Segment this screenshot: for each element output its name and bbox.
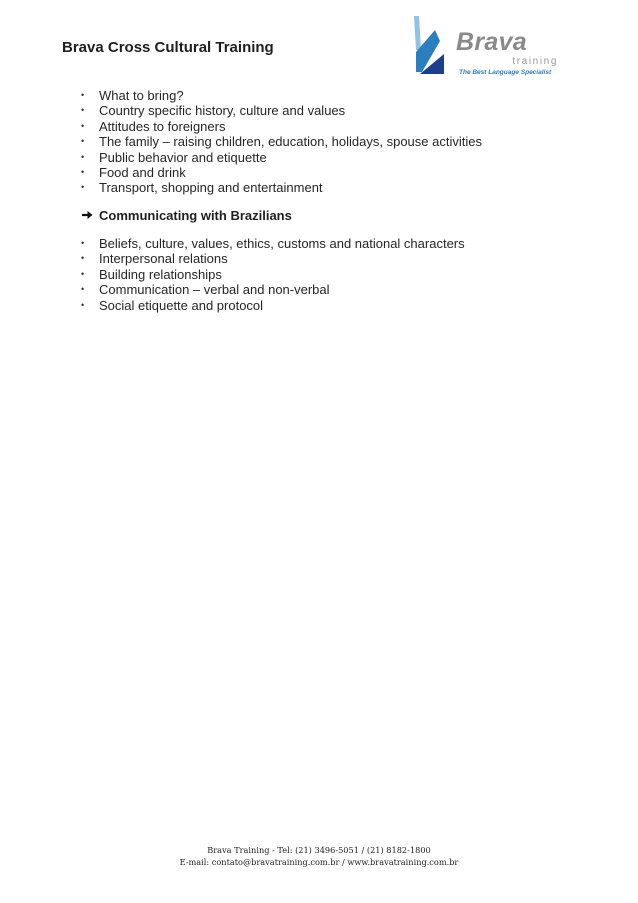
list-item-text: Transport, shopping and entertainment [99,180,323,196]
list-item-text: Public behavior and etiquette [99,149,267,165]
bullet-icon: • [81,238,85,248]
bullet-icon: • [81,284,85,295]
list-item [81,134,482,149]
footer-contact-phone: Brava Training - Tel: (21) 3496-5051 / (21) 8182-1800 [207,845,431,855]
logo-wordmark: Brava [456,28,527,56]
bullet-icon: • [81,90,85,100]
list-item-text: Building relationships [99,266,222,282]
list-item-text: Food and drink [99,165,186,181]
footer-contact-web: E-mail: contato@bravatraining.com.br / www.bravatraining.com.br [179,857,459,867]
list-item [81,298,465,313]
communication-list [81,236,465,313]
list-item [81,150,482,165]
section-heading-text: Communicating with Brazilians [99,208,292,223]
bullet-icon: • [81,167,85,178]
section-heading [81,208,292,223]
list-item [81,165,482,180]
document-title: Brava Cross Cultural Training [62,39,274,56]
list-item [81,180,482,195]
bullet-icon: • [81,182,85,193]
bullet-icon: • [81,105,85,116]
logo-mark-icon [412,14,452,76]
topics-list [81,88,482,196]
list-item-text: Communication – verbal and non-verbal [99,282,330,298]
logo-subtitle: training [512,56,558,67]
page-footer [0,844,638,868]
list-item [81,236,465,251]
list-item [81,88,482,103]
list-item [81,119,482,134]
bullet-icon: • [81,253,85,264]
bullet-icon: • [81,268,85,279]
list-item [81,251,465,266]
list-item [81,103,482,118]
list-item-text: Attitudes to foreigners [99,118,226,134]
brava-logo [412,14,562,80]
list-item-text: Country specific history, culture and values [99,103,346,119]
bullet-icon: • [81,120,85,131]
list-item-text: The family – raising children, education, holidays, spouse activities [99,134,482,150]
bullet-icon: • [81,136,85,147]
list-item [81,282,465,297]
list-item [81,267,465,282]
list-item-text: Interpersonal relations [99,251,228,267]
bullet-icon: • [81,299,85,310]
list-item-text: What to bring? [99,88,184,103]
list-item-text: Beliefs, culture, values, ethics, customs and national characters [99,236,465,251]
bullet-icon: • [81,151,85,162]
logo-tagline: The Best Language Specialist [459,69,552,76]
list-item-text: Social etiquette and protocol [99,297,264,313]
right-arrow-icon [81,210,94,220]
